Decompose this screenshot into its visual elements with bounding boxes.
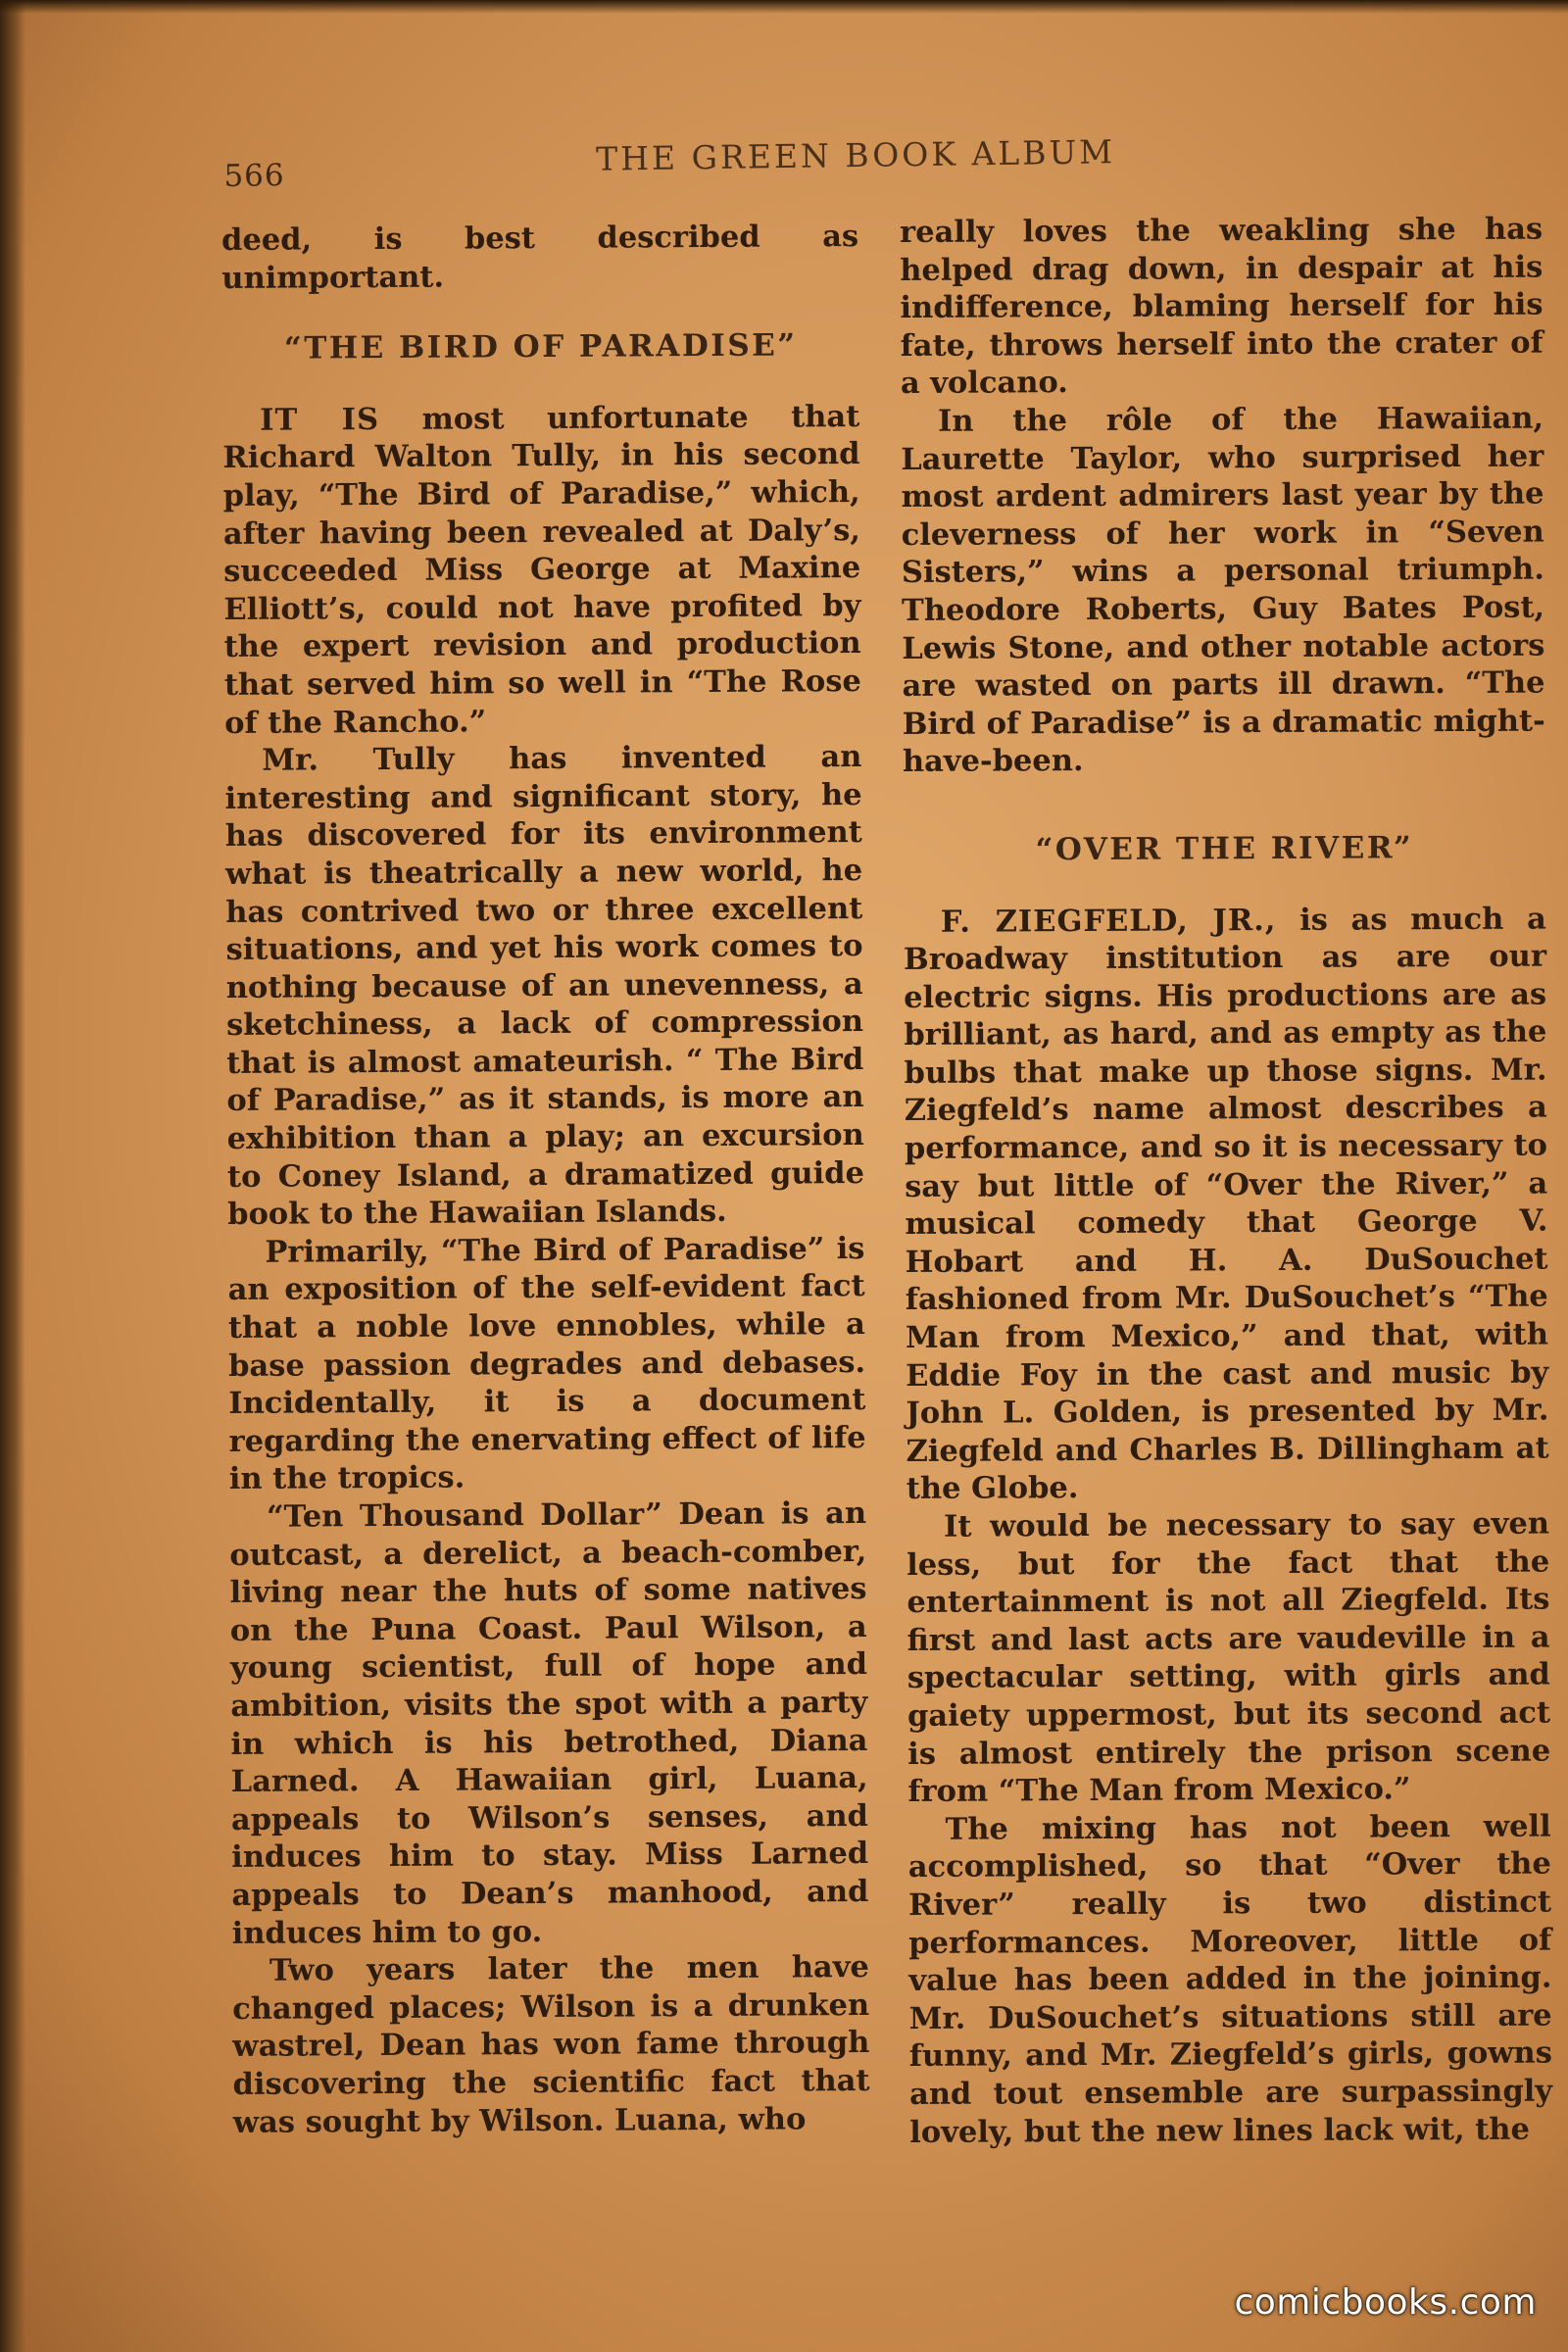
left-column: [221, 218, 870, 2141]
paragraph: deed, is best described as unimportant.: [221, 219, 859, 296]
running-title: THE GREEN BOOK ALBUM: [595, 132, 1116, 178]
paragraph: Two years later the men have changed places; Wilson is a drunken wastrel, Dean has won fame through discovering the scientific fact that was sought by Wilson. Luana, who: [232, 1949, 870, 2140]
running-head: [223, 126, 1538, 204]
section-heading: “THE BIRD OF PARADISE”: [283, 327, 798, 367]
page-number: 566: [223, 158, 285, 194]
page-top-shadow: [0, 0, 1568, 14]
section-heading: “OVER THE RIVER”: [1035, 830, 1414, 868]
watermark: comicbooks.com: [1234, 2282, 1537, 2323]
paragraph-text: most unfortunate that Richard Walton Tully, in his second play, “The Bird of Paradise,” which, after having been revealed at Daly’s, succeeded Miss George at Maxine Elliott’s, could not have profited by the expert revision and production that served him so well in “The Rose of the Rancho.”: [222, 398, 861, 741]
page-binding-shadow: [0, 0, 25, 2352]
paragraph-lead: IT IS: [260, 401, 380, 438]
paragraph: The mixing has not been well accomplished, so that “Over the River” really is two distinct performances. Moreover, little of value has been added in the joining. Mr. DuSouchet’s situations still are funny, and Mr. Ziegfeld’s girls, gowns and tout ensemble are surpassingly lovely, but the new lines lack wit, the: [907, 1808, 1553, 2150]
paragraph: Mr. Tully has invented an interesting and significant story, he has discovered for its environment what is theatrically a new world, he has contrived two or three excellent situations, and yet his work comes to nothing because of an unevenness, a sketchiness, a lack of compression that is almost amateurish. “ The Bird of Paradise,” as it stands, is more an exhibition than a play; an excursion to Coney Island, a dramatized guide book to the Hawaiian Islands.: [224, 739, 865, 1233]
paragraph: Primarily, “The Bird of Paradise” is an exposition of the self-evident fact that a noble love ennobles, while a base passion degrades and debases. Incidentally, it is a document regarding the enervating effect of life in the tropics.: [227, 1230, 866, 1497]
paragraph-lead: F. ZIEGFELD, JR.,: [940, 902, 1277, 940]
right-column: [900, 211, 1552, 2152]
paragraph: “Ten Thousand Dollar” Dean is an outcast, a derelict, a beach-comber, living near the huts of some natives on the Puna Coast. Paul Wilson, a young scientist, full of hope and ambition, visits the spot with a party in which is his betrothed, Diana Larned. A Hawaiian girl, Luana, appeals to Wilson’s senses, and induces him to stay. Miss Larned appeals to Dean’s manhood, and induces him to go.: [229, 1495, 869, 1951]
paragraph: It would be necessary to say even less, but for the fact that the entertainment is not all Ziegfeld. Its first and last acts are vaudeville in a spectacular setting, with girls and gaiety uppermost, but its second act is almost entirely the prison scene from “The Man from Mexico.”: [906, 1505, 1551, 1810]
paragraph: In the rôle of the Hawaiian, Laurette Taylor, who surprised her most ardent admirers last year by the cleverness of her work in “Seven Sisters,” wins a personal triumph. Theodore Roberts, Guy Bates Post, Lewis Stone, and other notable actors are wasted on parts ill drawn. “The Bird of Paradise” is a dramatic might-have-been.: [901, 400, 1545, 780]
paragraph: [904, 900, 1549, 1508]
paragraph: [222, 398, 861, 742]
paragraph-text: is as much a Broadway institution as are our electric signs. His productions are as brilliant, as hard, and as empty as the bulbs that make up those signs. Mr. Ziegfeld’s name almost describes a performance, and so it is necessary to say but little of “Over the River,” a musical comedy that George V. Hobart and H. A. DuSouchet fashioned from Mr. DuSouchet’s “The Man from Mexico,” and that, with Eddie Foy in the cast and music by John L. Golden, is presented by Mr. Ziegfeld and Charles B. Dillingham at the Globe.: [903, 901, 1549, 1507]
paragraph: really loves the weakling she has helped drag down, in despair at his indifference, blaming herself for his fate, throws herself into the crater of a volcano.: [900, 211, 1544, 402]
